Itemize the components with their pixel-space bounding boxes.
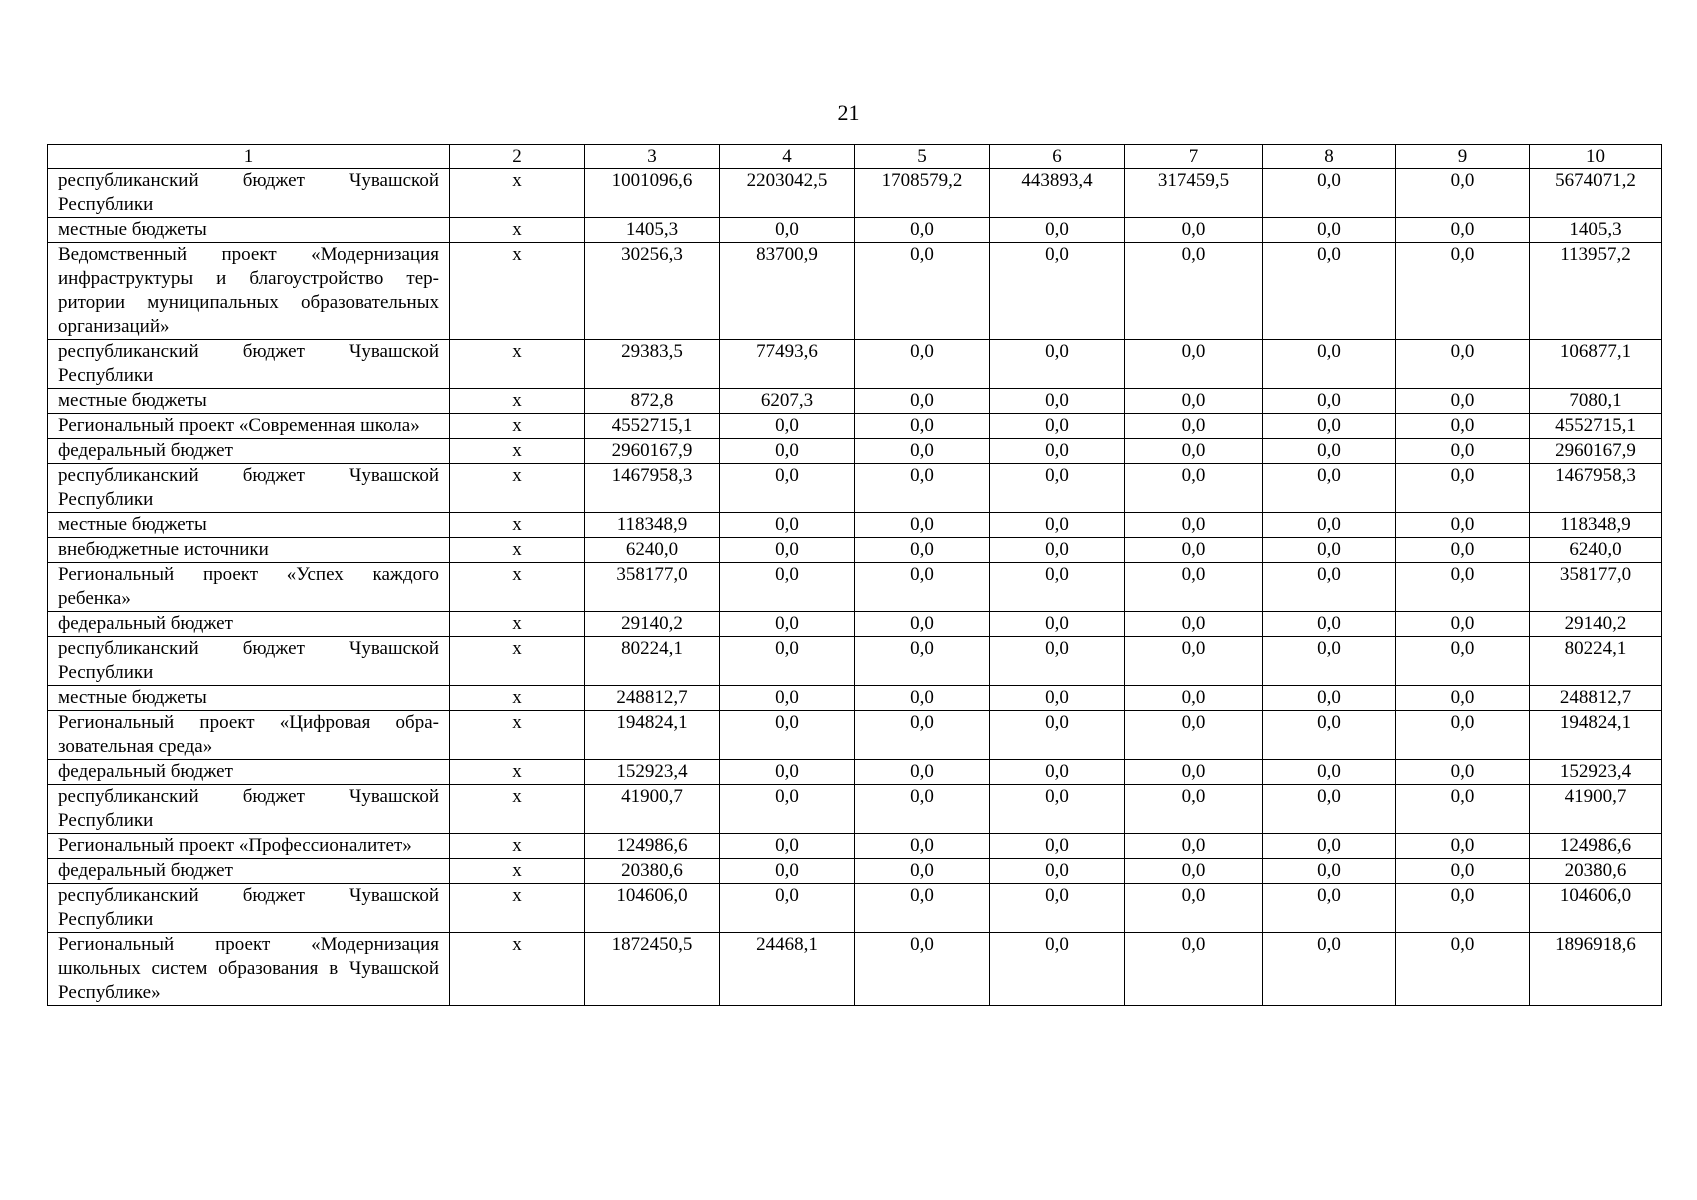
value-cell: 1708579,2 <box>855 169 990 218</box>
value-cell: 0,0 <box>990 389 1125 414</box>
row-label: республиканский бюджет Чувашской Республики <box>48 464 450 513</box>
value-cell: 80224,1 <box>1530 637 1662 686</box>
value-cell: 317459,5 <box>1125 169 1263 218</box>
value-cell: 6207,3 <box>720 389 855 414</box>
column-header: 7 <box>1125 145 1263 169</box>
value-cell: 248812,7 <box>1530 686 1662 711</box>
value-cell: 0,0 <box>990 884 1125 933</box>
value-cell: 5674071,2 <box>1530 169 1662 218</box>
value-cell: 0,0 <box>1263 414 1396 439</box>
value-cell: 0,0 <box>720 884 855 933</box>
value-cell: 4552715,1 <box>1530 414 1662 439</box>
value-cell: 194824,1 <box>585 711 720 760</box>
value-cell: 0,0 <box>1263 785 1396 834</box>
value-cell: 0,0 <box>855 439 990 464</box>
value-cell: 0,0 <box>855 513 990 538</box>
value-cell: 0,0 <box>855 538 990 563</box>
value-cell: 0,0 <box>1396 340 1530 389</box>
budget-table <box>47 144 1662 1006</box>
value-cell: 0,0 <box>855 884 990 933</box>
value-cell: 0,0 <box>1396 933 1530 1006</box>
value-cell: 0,0 <box>990 834 1125 859</box>
value-cell: 0,0 <box>1396 513 1530 538</box>
value-cell: 118348,9 <box>1530 513 1662 538</box>
table-row <box>48 834 1662 859</box>
value-cell: 1405,3 <box>1530 218 1662 243</box>
value-cell: 0,0 <box>990 243 1125 340</box>
value-cell: 106877,1 <box>1530 340 1662 389</box>
value-cell: 0,0 <box>1125 218 1263 243</box>
value-cell: 0,0 <box>1396 439 1530 464</box>
column-2-cell: х <box>450 389 585 414</box>
value-cell: 1872450,5 <box>585 933 720 1006</box>
value-cell: 0,0 <box>720 513 855 538</box>
value-cell: 0,0 <box>990 439 1125 464</box>
value-cell: 41900,7 <box>585 785 720 834</box>
value-cell: 1467958,3 <box>585 464 720 513</box>
value-cell: 0,0 <box>720 464 855 513</box>
value-cell: 29140,2 <box>1530 612 1662 637</box>
column-2-cell: х <box>450 686 585 711</box>
column-2-cell: х <box>450 169 585 218</box>
value-cell: 0,0 <box>1263 389 1396 414</box>
value-cell: 104606,0 <box>585 884 720 933</box>
column-2-cell: х <box>450 884 585 933</box>
table-row <box>48 859 1662 884</box>
value-cell: 0,0 <box>990 538 1125 563</box>
value-cell: 0,0 <box>1125 389 1263 414</box>
row-label: местные бюджеты <box>48 513 450 538</box>
column-2-cell: х <box>450 340 585 389</box>
table-row <box>48 760 1662 785</box>
value-cell: 0,0 <box>1125 414 1263 439</box>
column-2-cell: х <box>450 243 585 340</box>
value-cell: 0,0 <box>990 711 1125 760</box>
row-label: местные бюджеты <box>48 389 450 414</box>
value-cell: 248812,7 <box>585 686 720 711</box>
value-cell: 77493,6 <box>720 340 855 389</box>
column-header: 3 <box>585 145 720 169</box>
value-cell: 0,0 <box>1263 637 1396 686</box>
value-cell: 0,0 <box>1263 218 1396 243</box>
value-cell: 0,0 <box>1396 834 1530 859</box>
value-cell: 0,0 <box>1263 243 1396 340</box>
value-cell: 0,0 <box>1125 785 1263 834</box>
value-cell: 0,0 <box>1125 612 1263 637</box>
column-2-cell: х <box>450 711 585 760</box>
row-label: Региональный проект «Профессионалитет» <box>48 834 450 859</box>
value-cell: 0,0 <box>1125 834 1263 859</box>
value-cell: 0,0 <box>1125 563 1263 612</box>
value-cell: 0,0 <box>720 834 855 859</box>
value-cell: 0,0 <box>1396 612 1530 637</box>
value-cell: 0,0 <box>990 859 1125 884</box>
table-row <box>48 686 1662 711</box>
value-cell: 0,0 <box>720 760 855 785</box>
value-cell: 0,0 <box>1263 340 1396 389</box>
row-label: Ведомственный проект «Модернизация инфраструктуры и благоустройство территории муниципальных образовательных организаций» <box>48 243 450 340</box>
column-2-cell: х <box>450 439 585 464</box>
table-row <box>48 711 1662 760</box>
value-cell: 0,0 <box>855 612 990 637</box>
column-2-cell: х <box>450 414 585 439</box>
row-label: республиканский бюджет Чувашской Республики <box>48 169 450 218</box>
column-header: 9 <box>1396 145 1530 169</box>
row-label: местные бюджеты <box>48 218 450 243</box>
value-cell: 0,0 <box>1396 637 1530 686</box>
value-cell: 0,0 <box>720 785 855 834</box>
value-cell: 29140,2 <box>585 612 720 637</box>
value-cell: 0,0 <box>1263 563 1396 612</box>
value-cell: 30256,3 <box>585 243 720 340</box>
row-label: внебюджетные источники <box>48 538 450 563</box>
row-label: Региональный проект «Успех каждого ребенка» <box>48 563 450 612</box>
value-cell: 0,0 <box>855 464 990 513</box>
value-cell: 0,0 <box>1396 538 1530 563</box>
value-cell: 0,0 <box>990 563 1125 612</box>
value-cell: 0,0 <box>1263 859 1396 884</box>
value-cell: 0,0 <box>990 785 1125 834</box>
value-cell: 7080,1 <box>1530 389 1662 414</box>
value-cell: 0,0 <box>1396 243 1530 340</box>
value-cell: 1405,3 <box>585 218 720 243</box>
value-cell: 0,0 <box>1396 563 1530 612</box>
table-row <box>48 340 1662 389</box>
value-cell: 0,0 <box>1396 389 1530 414</box>
row-label: республиканский бюджет Чувашской Республики <box>48 340 450 389</box>
value-cell: 4552715,1 <box>585 414 720 439</box>
value-cell: 2960167,9 <box>1530 439 1662 464</box>
value-cell: 0,0 <box>1263 439 1396 464</box>
value-cell: 2203042,5 <box>720 169 855 218</box>
value-cell: 0,0 <box>990 686 1125 711</box>
value-cell: 0,0 <box>990 218 1125 243</box>
value-cell: 80224,1 <box>585 637 720 686</box>
value-cell: 0,0 <box>1125 513 1263 538</box>
value-cell: 0,0 <box>1396 686 1530 711</box>
column-2-cell: х <box>450 637 585 686</box>
value-cell: 0,0 <box>720 218 855 243</box>
table-row <box>48 612 1662 637</box>
value-cell: 0,0 <box>1396 464 1530 513</box>
value-cell: 0,0 <box>990 340 1125 389</box>
row-label: Региональный проект «Современная школа» <box>48 414 450 439</box>
table-row <box>48 439 1662 464</box>
column-2-cell: х <box>450 513 585 538</box>
value-cell: 872,8 <box>585 389 720 414</box>
column-2-cell: х <box>450 563 585 612</box>
value-cell: 443893,4 <box>990 169 1125 218</box>
value-cell: 6240,0 <box>585 538 720 563</box>
value-cell: 0,0 <box>1125 243 1263 340</box>
table-row <box>48 218 1662 243</box>
value-cell: 0,0 <box>1396 169 1530 218</box>
value-cell: 194824,1 <box>1530 711 1662 760</box>
value-cell: 1896918,6 <box>1530 933 1662 1006</box>
column-2-cell: х <box>450 612 585 637</box>
value-cell: 41900,7 <box>1530 785 1662 834</box>
column-header: 10 <box>1530 145 1662 169</box>
row-label: федеральный бюджет <box>48 760 450 785</box>
value-cell: 0,0 <box>1263 538 1396 563</box>
value-cell: 124986,6 <box>585 834 720 859</box>
value-cell: 0,0 <box>720 538 855 563</box>
value-cell: 0,0 <box>855 834 990 859</box>
value-cell: 0,0 <box>1263 686 1396 711</box>
column-2-cell: х <box>450 834 585 859</box>
page-number: 21 <box>837 100 860 125</box>
value-cell: 0,0 <box>1396 884 1530 933</box>
value-cell: 0,0 <box>720 686 855 711</box>
value-cell: 0,0 <box>855 563 990 612</box>
row-label: республиканский бюджет Чувашской Республики <box>48 637 450 686</box>
value-cell: 0,0 <box>1263 169 1396 218</box>
value-cell: 0,0 <box>720 414 855 439</box>
value-cell: 0,0 <box>1125 711 1263 760</box>
value-cell: 0,0 <box>990 414 1125 439</box>
value-cell: 0,0 <box>1263 760 1396 785</box>
value-cell: 0,0 <box>990 637 1125 686</box>
value-cell: 104606,0 <box>1530 884 1662 933</box>
column-2-cell: х <box>450 785 585 834</box>
value-cell: 0,0 <box>1125 933 1263 1006</box>
table-row <box>48 637 1662 686</box>
table-row <box>48 169 1662 218</box>
value-cell: 0,0 <box>855 933 990 1006</box>
value-cell: 83700,9 <box>720 243 855 340</box>
value-cell: 0,0 <box>855 218 990 243</box>
value-cell: 0,0 <box>855 785 990 834</box>
value-cell: 358177,0 <box>1530 563 1662 612</box>
table-row <box>48 414 1662 439</box>
column-header: 4 <box>720 145 855 169</box>
value-cell: 0,0 <box>855 760 990 785</box>
value-cell: 0,0 <box>990 760 1125 785</box>
value-cell: 29383,5 <box>585 340 720 389</box>
value-cell: 0,0 <box>1263 711 1396 760</box>
value-cell: 0,0 <box>1125 859 1263 884</box>
row-label: Региональный проект «Модернизация школьных систем образования в Чувашской Республике» <box>48 933 450 1006</box>
value-cell: 152923,4 <box>585 760 720 785</box>
table-header-row <box>48 145 1662 169</box>
column-2-cell: х <box>450 464 585 513</box>
value-cell: 0,0 <box>855 243 990 340</box>
value-cell: 0,0 <box>1396 859 1530 884</box>
value-cell: 0,0 <box>1396 414 1530 439</box>
column-2-cell: х <box>450 933 585 1006</box>
table-row <box>48 513 1662 538</box>
value-cell: 0,0 <box>1125 538 1263 563</box>
row-label: Региональный проект «Цифровая образовательная среда» <box>48 711 450 760</box>
value-cell: 0,0 <box>1263 612 1396 637</box>
value-cell: 152923,4 <box>1530 760 1662 785</box>
column-header: 8 <box>1263 145 1396 169</box>
table-row <box>48 243 1662 340</box>
value-cell: 358177,0 <box>585 563 720 612</box>
column-2-cell: х <box>450 538 585 563</box>
value-cell: 0,0 <box>1125 637 1263 686</box>
value-cell: 0,0 <box>1396 218 1530 243</box>
value-cell: 0,0 <box>1263 933 1396 1006</box>
value-cell: 0,0 <box>1263 464 1396 513</box>
column-header: 6 <box>990 145 1125 169</box>
table-row <box>48 785 1662 834</box>
value-cell: 0,0 <box>855 686 990 711</box>
row-label: федеральный бюджет <box>48 439 450 464</box>
value-cell: 0,0 <box>1263 513 1396 538</box>
value-cell: 0,0 <box>990 933 1125 1006</box>
value-cell: 0,0 <box>855 340 990 389</box>
value-cell: 0,0 <box>990 464 1125 513</box>
value-cell: 0,0 <box>1125 686 1263 711</box>
table-row <box>48 538 1662 563</box>
value-cell: 0,0 <box>720 612 855 637</box>
value-cell: 24468,1 <box>720 933 855 1006</box>
column-header: 5 <box>855 145 990 169</box>
row-label: республиканский бюджет Чувашской Республики <box>48 785 450 834</box>
row-label: федеральный бюджет <box>48 612 450 637</box>
value-cell: 0,0 <box>720 859 855 884</box>
value-cell: 0,0 <box>855 637 990 686</box>
column-header: 2 <box>450 145 585 169</box>
value-cell: 113957,2 <box>1530 243 1662 340</box>
value-cell: 20380,6 <box>585 859 720 884</box>
value-cell: 0,0 <box>1396 785 1530 834</box>
value-cell: 0,0 <box>720 439 855 464</box>
value-cell: 0,0 <box>1263 834 1396 859</box>
value-cell: 118348,9 <box>585 513 720 538</box>
value-cell: 1001096,6 <box>585 169 720 218</box>
table-row <box>48 464 1662 513</box>
value-cell: 0,0 <box>990 612 1125 637</box>
table-row <box>48 563 1662 612</box>
value-cell: 124986,6 <box>1530 834 1662 859</box>
value-cell: 0,0 <box>855 711 990 760</box>
value-cell: 6240,0 <box>1530 538 1662 563</box>
value-cell: 0,0 <box>1396 760 1530 785</box>
value-cell: 0,0 <box>720 563 855 612</box>
value-cell: 0,0 <box>855 859 990 884</box>
value-cell: 0,0 <box>1125 340 1263 389</box>
value-cell: 0,0 <box>855 389 990 414</box>
value-cell: 1467958,3 <box>1530 464 1662 513</box>
row-label: федеральный бюджет <box>48 859 450 884</box>
table-row <box>48 884 1662 933</box>
table-row <box>48 933 1662 1006</box>
row-label: местные бюджеты <box>48 686 450 711</box>
value-cell: 0,0 <box>1125 760 1263 785</box>
value-cell: 0,0 <box>1263 884 1396 933</box>
value-cell: 2960167,9 <box>585 439 720 464</box>
value-cell: 0,0 <box>1125 884 1263 933</box>
column-2-cell: х <box>450 859 585 884</box>
value-cell: 20380,6 <box>1530 859 1662 884</box>
value-cell: 0,0 <box>720 637 855 686</box>
value-cell: 0,0 <box>855 414 990 439</box>
value-cell: 0,0 <box>1125 439 1263 464</box>
table-row <box>48 389 1662 414</box>
value-cell: 0,0 <box>990 513 1125 538</box>
column-header: 1 <box>48 145 450 169</box>
value-cell: 0,0 <box>1396 711 1530 760</box>
column-2-cell: х <box>450 218 585 243</box>
column-2-cell: х <box>450 760 585 785</box>
row-label: республиканский бюджет Чувашской Республики <box>48 884 450 933</box>
value-cell: 0,0 <box>720 711 855 760</box>
value-cell: 0,0 <box>1125 464 1263 513</box>
